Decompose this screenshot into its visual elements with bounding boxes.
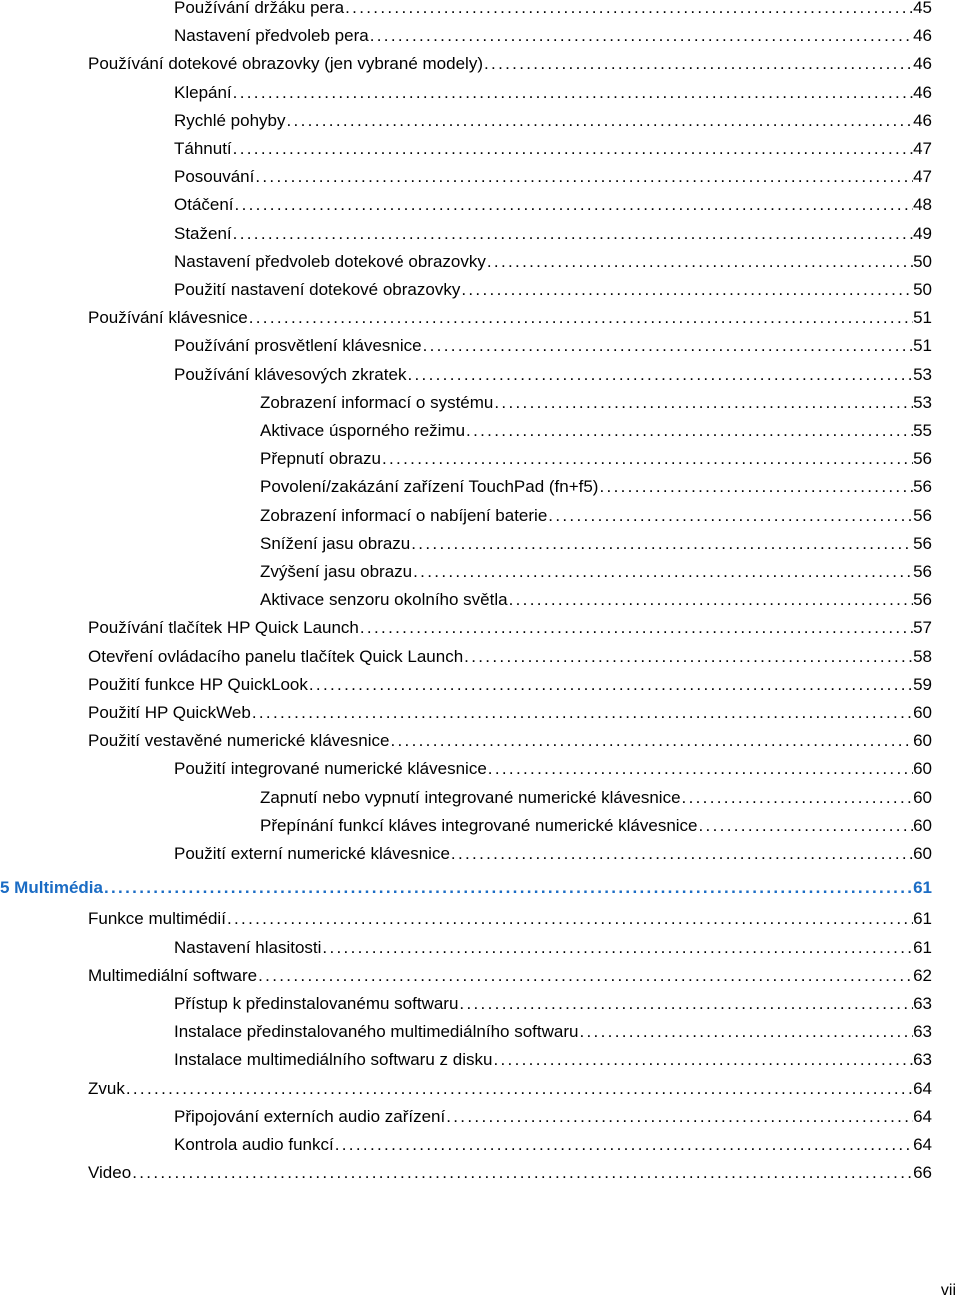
toc-entry-title: Používání dotekové obrazovky (jen vybrané modely) xyxy=(88,54,483,74)
toc-entry-title: Zobrazení informací o nabíjení baterie xyxy=(260,505,548,525)
toc-entry-title: Funkce multimédií xyxy=(88,909,226,929)
toc-entry-page-number: 53 xyxy=(913,392,932,412)
toc-entry-title: Zapnutí nebo vypnutí integrované numerické klávesnice xyxy=(260,787,681,807)
toc-leader-dots xyxy=(254,163,913,191)
toc-entry-title: Povolení/zakázání zařízení TouchPad (fn+f5) xyxy=(260,477,599,497)
toc-entry-title: Posouvání xyxy=(174,167,255,187)
toc-leader-dots xyxy=(226,905,913,933)
toc-entry[interactable] xyxy=(174,990,932,1018)
toc-entry-page-number: 46 xyxy=(913,26,932,46)
toc-entry[interactable] xyxy=(88,1075,932,1103)
toc-entry-title: Kontrola audio funkcí xyxy=(174,1135,334,1154)
toc-chapter-entry[interactable] xyxy=(0,874,932,902)
toc-entry-page-number: 61 xyxy=(913,909,932,929)
toc-leader-dots xyxy=(257,962,913,990)
toc-entry-page-number: 59 xyxy=(913,674,932,694)
toc-leader-dots xyxy=(578,1018,913,1046)
toc-leader-dots xyxy=(458,990,913,1018)
toc-entry[interactable] xyxy=(174,755,932,783)
toc-leader-dots xyxy=(492,1046,913,1074)
toc-entry-page-number: 60 xyxy=(913,844,932,863)
toc-entry-title: Použití HP QuickWeb xyxy=(88,703,251,722)
toc-entry[interactable] xyxy=(260,473,932,501)
toc-entry-title: Video xyxy=(88,1163,132,1183)
toc-entry[interactable] xyxy=(174,1131,932,1159)
toc-entry-page-number: 51 xyxy=(913,308,932,328)
toc-entry[interactable] xyxy=(260,530,932,558)
toc-entry-page-number: 48 xyxy=(913,195,932,215)
toc-entry-page-number: 56 xyxy=(913,533,932,553)
toc-entry-title: Používání tlačítek HP Quick Launch xyxy=(88,618,359,638)
toc-entry-title: Snížení jasu obrazu xyxy=(260,533,411,553)
toc-entry-title: Používání držáku pera xyxy=(174,0,345,17)
toc-entry[interactable] xyxy=(88,727,932,755)
toc-entry[interactable] xyxy=(88,50,932,78)
toc-leader-dots xyxy=(381,445,913,473)
toc-leader-dots xyxy=(410,530,913,558)
toc-leader-dots xyxy=(463,643,913,671)
toc-entry[interactable] xyxy=(88,671,932,699)
toc-entry-page-number: 47 xyxy=(913,139,932,158)
toc-entry-title: Používání klávesových zkratek xyxy=(174,364,407,384)
toc-entry-page-number: 61 xyxy=(913,878,932,898)
toc-entry-title: Použití vestavěné numerické klávesnice xyxy=(88,731,390,751)
toc-entry-page-number: 46 xyxy=(913,54,932,74)
toc-entry-title: 5 Multimédia xyxy=(0,878,103,898)
toc-leader-dots xyxy=(251,699,913,727)
toc-entry[interactable] xyxy=(174,840,932,868)
toc-leader-dots xyxy=(406,361,913,389)
toc-leader-dots xyxy=(321,934,913,962)
toc-entry[interactable] xyxy=(260,812,932,840)
toc-leader-dots xyxy=(445,1103,913,1131)
toc-entry[interactable] xyxy=(174,248,932,276)
toc-entry-title: Použití funkce HP QuickLook xyxy=(88,674,308,694)
toc-entry-title: Aktivace senzoru okolního světla xyxy=(260,590,508,610)
toc-entry-page-number: 60 xyxy=(913,815,932,835)
toc-entry-title: Otáčení xyxy=(174,195,234,215)
toc-entry-title: Použití nastavení dotekové obrazovky xyxy=(174,280,461,299)
toc-entry-page-number: 64 xyxy=(913,1106,932,1126)
toc-leader-dots xyxy=(234,191,914,219)
toc-entry[interactable] xyxy=(174,163,932,191)
toc-leader-dots xyxy=(308,671,913,699)
toc-leader-dots xyxy=(359,614,913,642)
toc-leader-dots xyxy=(125,1075,913,1103)
toc-leader-dots xyxy=(493,389,913,417)
toc-entry-title: Zvýšení jasu obrazu xyxy=(260,562,413,581)
toc-entry[interactable] xyxy=(260,389,932,417)
toc-entry-page-number: 46 xyxy=(913,82,932,102)
toc-entry-page-number: 64 xyxy=(913,1135,932,1154)
toc-entry[interactable] xyxy=(174,0,932,22)
toc-entry-title: Použití externí numerické klávesnice xyxy=(174,844,450,863)
toc-entry[interactable] xyxy=(174,1046,932,1074)
toc-entry[interactable] xyxy=(260,445,932,473)
toc-entry-title: Zobrazení informací o systému xyxy=(260,392,494,412)
toc-entry[interactable] xyxy=(88,699,932,727)
toc-entry-page-number: 56 xyxy=(913,590,932,610)
toc-entry[interactable] xyxy=(174,22,932,50)
toc-leader-dots xyxy=(450,840,913,868)
toc-entry-title: Stažení xyxy=(174,223,232,243)
toc-entry-title: Otevření ovládacího panelu tlačítek Quick Launch xyxy=(88,646,464,666)
toc-leader-dots xyxy=(547,502,913,530)
toc-leader-dots xyxy=(344,0,913,22)
toc-entry[interactable] xyxy=(174,1103,932,1131)
toc-entry-page-number: 47 xyxy=(913,167,932,187)
toc-entry-title: Klepání xyxy=(174,82,232,102)
toc-leader-dots xyxy=(103,874,913,902)
toc-entry-page-number: 62 xyxy=(913,965,932,985)
toc-entry[interactable] xyxy=(174,107,932,135)
toc-entry-page-number: 60 xyxy=(913,787,932,807)
toc-entry-title: Rychlé pohyby xyxy=(174,110,286,130)
toc-entry-page-number: 64 xyxy=(913,1078,932,1098)
toc-entry-page-number: 46 xyxy=(913,110,932,130)
toc-entry-page-number: 56 xyxy=(913,562,932,581)
toc-leader-dots xyxy=(465,417,913,445)
toc-entry[interactable] xyxy=(174,934,932,962)
toc-entry-page-number: 53 xyxy=(913,364,932,384)
toc-entry-page-number: 56 xyxy=(913,449,932,469)
toc-entry-page-number: 57 xyxy=(913,618,932,638)
toc-entry-title: Používání klávesnice xyxy=(88,308,248,328)
toc-entry-page-number: 63 xyxy=(913,1050,932,1070)
toc-entry-page-number: 63 xyxy=(913,994,932,1013)
toc-entry[interactable] xyxy=(88,905,932,933)
toc-leader-dots xyxy=(369,22,913,50)
toc-entry-page-number: 60 xyxy=(913,731,932,751)
toc-entry-title: Aktivace úsporného režimu xyxy=(260,421,466,440)
toc-entry[interactable] xyxy=(174,332,932,360)
toc-leader-dots xyxy=(681,784,914,812)
toc-entry-page-number: 50 xyxy=(913,251,932,271)
toc-entry-title: Táhnutí xyxy=(174,139,232,158)
toc-leader-dots xyxy=(598,473,913,501)
toc-leader-dots xyxy=(131,1159,913,1187)
toc-leader-dots xyxy=(483,50,913,78)
toc-leader-dots xyxy=(232,135,913,163)
toc-entry-page-number: 60 xyxy=(913,703,932,722)
toc-entry-title: Přepínání funkcí kláves integrované numerické klávesnice xyxy=(260,815,698,835)
toc-entry[interactable] xyxy=(174,361,932,389)
toc-leader-dots xyxy=(422,332,913,360)
toc-leader-dots xyxy=(486,248,913,276)
toc-entry-page-number: 58 xyxy=(913,646,932,666)
toc-entry-title: Multimediální software xyxy=(88,965,258,985)
toc-entry-page-number: 45 xyxy=(913,0,932,17)
toc-leader-dots xyxy=(334,1131,913,1159)
toc-entry-title: Používání prosvětlení klávesnice xyxy=(174,336,422,356)
toc-entry-page-number: 55 xyxy=(913,421,932,440)
page-folio: vii xyxy=(940,1282,956,1299)
toc-entry-page-number: 60 xyxy=(913,759,932,779)
toc-entry[interactable] xyxy=(88,304,932,332)
toc-entry[interactable] xyxy=(174,220,932,248)
toc-entry[interactable] xyxy=(174,1018,932,1046)
toc-entry-page-number: 61 xyxy=(913,937,932,957)
toc-entry-title: Nastavení předvoleb pera xyxy=(174,26,369,46)
toc-entry-page-number: 50 xyxy=(913,280,932,299)
toc-entry-page-number: 56 xyxy=(913,477,932,497)
toc-entry[interactable] xyxy=(260,417,932,445)
toc-entry[interactable] xyxy=(88,962,932,990)
toc-entry-title: Připojování externích audio zařízení xyxy=(174,1106,446,1126)
toc-entry[interactable] xyxy=(174,79,932,107)
toc-leader-dots xyxy=(286,107,914,135)
toc-entry-title: Instalace předinstalovaného multimediálního softwaru xyxy=(174,1022,579,1042)
toc-entry-title: Nastavení hlasitosti xyxy=(174,937,322,957)
toc-entry-page-number: 51 xyxy=(913,336,932,356)
toc-entry[interactable] xyxy=(174,191,932,219)
toc-entry-page-number: 56 xyxy=(913,505,932,525)
toc-entry[interactable] xyxy=(260,502,932,530)
toc-entry[interactable] xyxy=(260,586,932,614)
toc-entry[interactable] xyxy=(174,276,932,304)
toc-leader-dots xyxy=(412,558,913,586)
toc-entry[interactable] xyxy=(88,643,932,671)
toc-entry-title: Přístup k předinstalovanému softwaru xyxy=(174,994,459,1013)
toc-entry[interactable] xyxy=(260,558,932,586)
toc-entry-page-number: 49 xyxy=(913,223,932,243)
toc-entry[interactable] xyxy=(88,1159,932,1187)
toc-entry-title: Přepnutí obrazu xyxy=(260,449,381,469)
toc-entry-title: Instalace multimediálního softwaru z disku xyxy=(174,1050,493,1070)
toc-leader-dots xyxy=(232,220,913,248)
toc-leader-dots xyxy=(232,79,913,107)
toc-entry-page-number: 63 xyxy=(913,1022,932,1042)
toc-leader-dots xyxy=(698,812,914,840)
toc-entry-page-number: 66 xyxy=(913,1163,932,1183)
toc-entry[interactable] xyxy=(260,784,932,812)
toc-leader-dots xyxy=(389,727,913,755)
toc-leader-dots xyxy=(508,586,913,614)
toc-leader-dots xyxy=(248,304,913,332)
toc-entry-title: Zvuk xyxy=(88,1078,125,1098)
toc-leader-dots xyxy=(487,755,913,783)
toc-leader-dots xyxy=(460,276,913,304)
toc-entry-title: Použití integrované numerické klávesnice xyxy=(174,759,487,779)
toc-entry-title: Nastavení předvoleb dotekové obrazovky xyxy=(174,251,486,271)
toc-entry[interactable] xyxy=(174,135,932,163)
toc-entry[interactable] xyxy=(88,614,932,642)
